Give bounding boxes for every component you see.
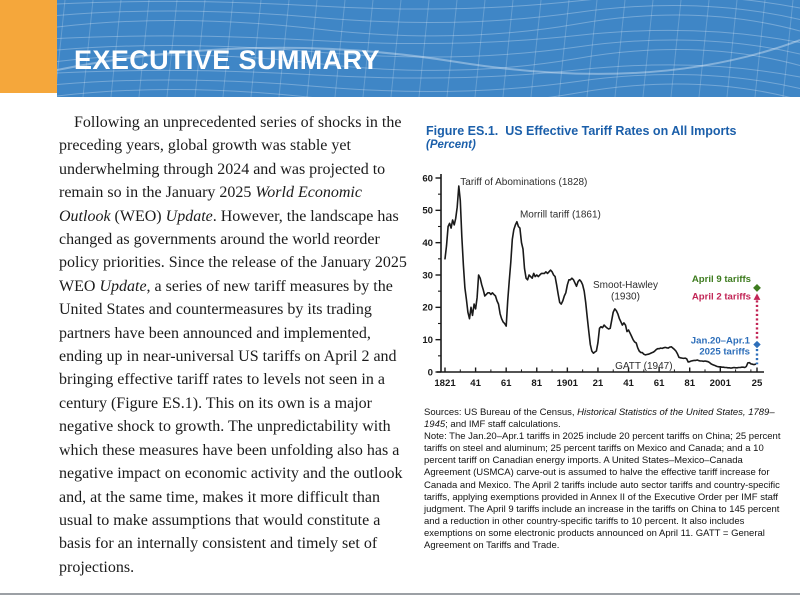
svg-text:20: 20 bbox=[422, 302, 433, 314]
svg-text:10: 10 bbox=[422, 335, 433, 347]
svg-text:40: 40 bbox=[422, 238, 433, 250]
svg-text:April 9 tariffs: April 9 tariffs bbox=[691, 273, 751, 285]
svg-text:41: 41 bbox=[470, 378, 481, 389]
body-paragraph: Following an unprecedented series of shocks in the preceding years, global growth was stable yet underwhelming through 2024 and was projected to remain so in the January 2025 World Economic Outlook (WEO) Update. However, the landscape has changed as governments around the world reorder policy priorities. Since the release of the January 2025 WEO Update, a series of new tariff measures by the United States and countermeasures by its trading partners have been announced and implemented, ending up in near-universal US tariffs on April 2 and bringing effective tariff rates to levels not seen in a century (Figure ES.1). This on its own is a major negative shock to growth. The unpredictability with which these measures have been unfolding also has a negative impact on economic activity and the outlook and, at the same time, makes it more difficult than usual to make assumptions that would constitute a basis for an internally consistent and timely set of projections. bbox=[59, 114, 407, 576]
svg-text:Tariff of Abominations (1828): Tariff of Abominations (1828) bbox=[460, 177, 588, 189]
svg-text:25: 25 bbox=[751, 378, 763, 389]
svg-text:Morrill tariff (1861): Morrill tariff (1861) bbox=[519, 209, 601, 221]
svg-text:Smoot-Hawley: Smoot-Hawley bbox=[592, 279, 658, 291]
figure-title-text: US Effective Tariff Rates on All Imports bbox=[505, 124, 737, 138]
svg-text:81: 81 bbox=[684, 378, 696, 389]
svg-text:21: 21 bbox=[592, 378, 604, 389]
chart-container bbox=[418, 158, 770, 398]
svg-text:1901: 1901 bbox=[556, 378, 579, 389]
svg-text:30: 30 bbox=[422, 270, 433, 282]
svg-text:60: 60 bbox=[422, 173, 433, 185]
svg-text:61: 61 bbox=[653, 378, 665, 389]
note-line: Note: The Jan.20–Apr.1 tariffs in 2025 include 20 percent tariffs on China; 25 percent tariffs on steel and aluminum; 25 percent tariffs on Mexico and Canada; and a 10 percent tariff on Canadian energy imports. A United States–Mexico–Canada Agreement (USMCA) carve-out is assumed to halve the effective tariff increase for Canada and Mexico. The April 2 tariffs include auto sector tariffs and country-specific tariffs, applying exemptions provided in Annex II of the Executive Order per IMF staff judgment. The April 9 tariffs include an increase in the tariffs on China to 145 percent and a reduction in other country-specific tariffs to 10 percent. It also includes exemptions on some electronic products announced on April 11. GATT = General Agreement on Tariffs and Trade. bbox=[424, 431, 781, 552]
svg-text:81: 81 bbox=[531, 378, 543, 389]
svg-text:1821: 1821 bbox=[434, 378, 456, 389]
svg-text:GATT (1947): GATT (1947) bbox=[615, 361, 673, 373]
svg-text:Jan.20–Apr.1: Jan.20–Apr.1 bbox=[690, 335, 750, 347]
svg-text:0: 0 bbox=[427, 367, 433, 379]
figure-subtitle: (Percent) bbox=[426, 139, 476, 151]
svg-text:50: 50 bbox=[422, 205, 433, 217]
figure-number: Figure ES.1. bbox=[426, 124, 499, 138]
svg-text:41: 41 bbox=[623, 378, 634, 389]
sources-line: Sources: US Bureau of the Census, Historical Statistics of the United States, 1789–1945; and IMF staff calculations. bbox=[424, 407, 775, 431]
svg-text:2001: 2001 bbox=[709, 378, 731, 389]
header-accent-block bbox=[0, 0, 57, 93]
tariff-chart bbox=[418, 158, 770, 398]
svg-text:(1930): (1930) bbox=[611, 291, 640, 303]
page-title: EXECUTIVE SUMMARY bbox=[74, 45, 380, 75]
figure-notes bbox=[424, 407, 786, 552]
svg-text:April 2 tariffs: April 2 tariffs bbox=[691, 291, 751, 303]
svg-text:61: 61 bbox=[500, 378, 512, 389]
figure-title bbox=[426, 124, 786, 138]
svg-text:2025 tariffs: 2025 tariffs bbox=[699, 346, 750, 358]
sources-italic: Historical Statistics of the United States, 1789–1945 bbox=[424, 407, 775, 431]
